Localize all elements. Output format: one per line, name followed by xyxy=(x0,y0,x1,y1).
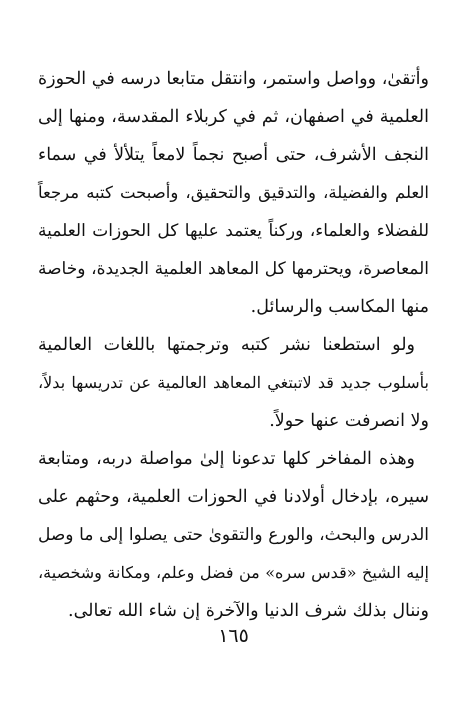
text-line: الدرس والبحث، والورع والتقوىٰ حتى يصلوا إلى ما وصل xyxy=(38,525,429,545)
text-line: النجف الأشرف، حتى أصبح نجماً لامعاً يتلألأ في سماء xyxy=(38,145,429,165)
text-line: العلم والفضيلة، والتدقيق والتحقيق، وأصبحت كتبه مرجعاً xyxy=(38,183,429,202)
text-line: وأتقىٰ، وواصل واستمر، وانتقل متابعا درسه في الحوزة xyxy=(38,69,429,89)
paragraph-3 xyxy=(38,440,429,630)
text-line: بأسلوب جديد قد لاتبتغي المعاهد العالمية عن تدريسها بدلاً، xyxy=(38,373,429,392)
text-line: وهذه المفاخر كلها تدعونا إلىٰ مواصلة دربه، ومتابعة xyxy=(38,449,415,469)
body-text xyxy=(38,60,429,630)
text-line: ولا انصرفت عنها حولاً. xyxy=(269,411,429,431)
text-line: إليه الشيخ «قدس سره» من فضل وعلم، ومكانة وشخصية، xyxy=(38,563,429,582)
text-line: العلمية في اصفهان، ثم في كربلاء المقدسة، ومنها إلى xyxy=(38,107,429,127)
text-line: للفضلاء والعلماء، وركناً يعتمد عليها كل الحوزات العلمية xyxy=(38,221,429,241)
text-line: وننال بذلك شرف الدنيا والآخرة إن شاء الله تعالى. xyxy=(68,601,429,621)
page-number: ١٦٥ xyxy=(218,625,249,647)
text-line: منها المكاسب والرسائل. xyxy=(250,297,429,317)
text-line: ولو استطعنا نشر كتبه وترجمتها باللغات العالمية xyxy=(38,335,415,355)
paragraph-1 xyxy=(38,60,429,326)
text-line: المعاصرة، ويحترمها كل المعاهد العلمية الجديدة، وخاصة xyxy=(38,259,429,279)
text-line: سيره، بإدخال أولادنا في الحوزات العلمية، وحثهم على xyxy=(38,487,429,507)
paragraph-2 xyxy=(38,326,429,440)
